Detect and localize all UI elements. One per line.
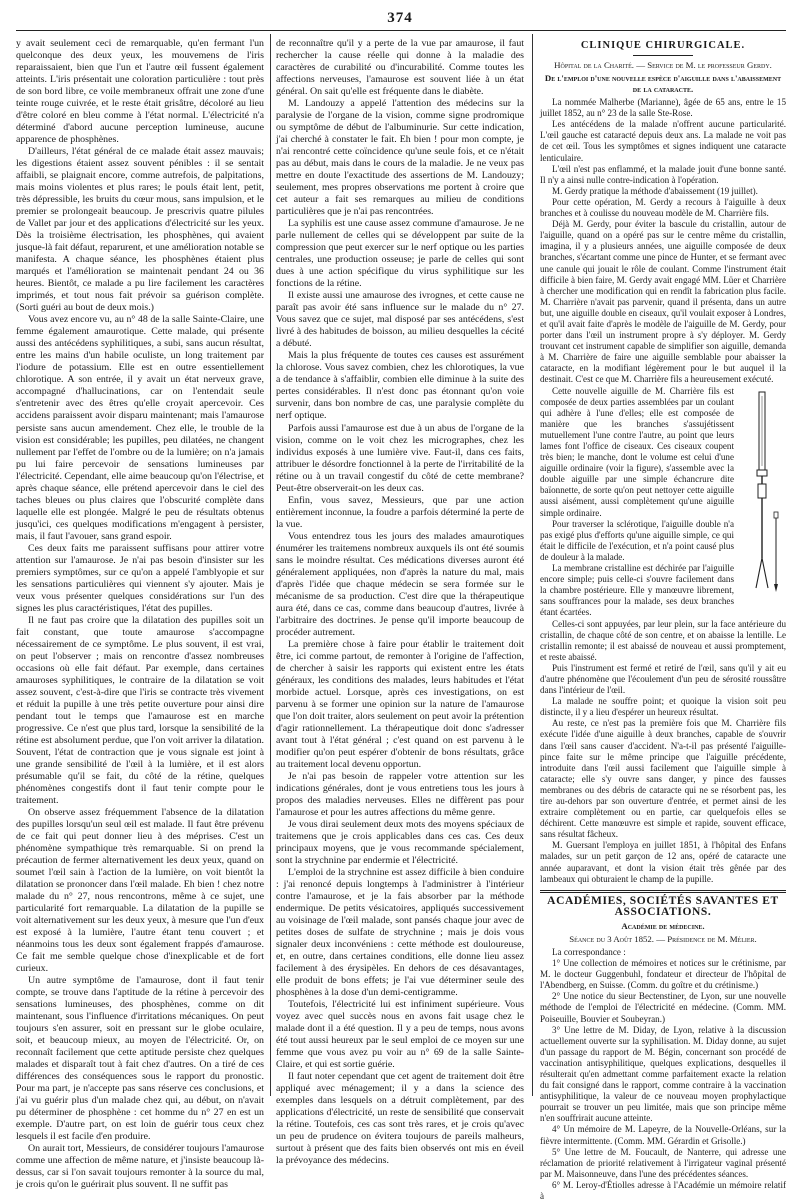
article-title: De l'emploi d'une nouvelle espèce d'aiguille dans l'abaissement de la cataracte. bbox=[544, 73, 782, 95]
col2-paragraph: Je n'ai pas besoin de rappeler votre attention sur les indications générales, dont je vous entretiens tous les jours à propos des maladies nerveuses. Elles ne diffèrent pas pour l'amaurose et pour les autres affections du même genre. bbox=[276, 770, 524, 818]
col3-paragraph: Déjà M. Gerdy, pour éviter la bascule du cristallin, autour de l'aiguille, quand on a opéré pas sur le centre même du cristallin, imagina, il y a plusieurs années, une aiguille composée de deux branches, s'écartant comme une pince de Hunter, et se fermant avec une canule qui jouait le rôle de coulant. Comme l'instrument était difficile à bien faire, M. Gerdy avait engagé MM. Lüer et Charrière à chercher une modification qui en rendît la fabrication plus facile. M. Charrière n'avait pas parvenir, quand il présenta, dans un autre but, une aiguille double en ciseaux, qu'il voulait exposer à Londres, et qu'il avait faite d'après le modèle de l'aiguille de M. Gerdy, pour porter dans l'œil un instrument propre à s'y déployer. M. Gerdy trouvant cet instrument capable de simplifier son aiguille, demanda à M. Charrière de faire une aiguille semblable pour abaisser la cataracte, en la modifiant légèrement pour le but auquel il la destinait. C'est ce que M. Charrière fils a heureusement exécuté. bbox=[540, 219, 786, 385]
col3-paragraph: Pour traverser la sclérotique, l'aiguille double n'a pas exigé plus d'efforts qu'une aiguille simple, ce qui était le difficile de l'exécution, et n'a point causé plus de douleur à la malade. bbox=[540, 518, 734, 562]
section-title-clinique: CLINIQUE CHIRURGICALE. bbox=[580, 40, 746, 51]
col2-paragraph: L'emploi de la strychnine est assez difficile à bien conduire : j'ai renoncé depuis longtemps à l'administrer à l'intérieur contre l'amaurose, et je la fais absorber par la méthode endermique. De petits vésicatoires, appliqués successivement au voisinage de l'œil malade, sont pansés chaque jour avec de petites doses de sulfate de strychnine ; mais je dois vous signaler deux inconvéniens : cette méthode est douloureuse, et, en outre, dans certaines conditions, elle donne lieu assez facilement à des érysipèles. En dehors de ces désavantages, elle produit de bons effets; je l'ai vue déterminer seule des phosphènes à la dose d'un demi-centigramme. bbox=[276, 867, 524, 999]
col3-paragraph: Celles-ci sont appuyées, par leur plein, sur la face antérieure du cristallin, de chaque côté de son centre, et on abaisse la lentille. Le cristallin remonte; il est abaissé de nouveau et aussi promptement, et reste abaissé. bbox=[540, 618, 786, 662]
col3-paragraph: La nommée Malherbe (Marianne), âgée de 65 ans, entre le 15 juillet 1852, au n° 23 de la salle Ste-Rose. bbox=[540, 97, 786, 119]
academy-title: Académie de médecine. bbox=[621, 920, 705, 931]
col2-paragraph: La première chose à faire pour établir le traitement doit être, ici comme partout, de remonter à l'origine de l'affection, de chercher à saisir les rapports qui existent entre les états généraux, les conditions des malades, leurs habitudes et l'état morbide actuel. Lorsque, après ces investigations, on est parvenu à se former une opinion sur la nature de l'amaurose que l'on doit traiter, alors seulement on peut avoir la prétention d'agir rationnellement. La thérapeutique doit donc s'adresser avant tout à l'état général ; c'est quand on est parvenu à le modifier qu'on peut espérer d'obtenir de bons résultats, grâce au traitement local devenu opportun. bbox=[276, 638, 524, 770]
col2-paragraph: Enfin, vous savez, Messieurs, que par une action entièrement inconnue, la foudre a parfois déterminé la perte de la vue. bbox=[276, 494, 524, 530]
col2-paragraph: M. Landouzy a appelé l'attention des médecins sur la paralysie de l'organe de la vision, comme signe prodromique ou symptôme de début de l'albuminurie. Sur cette indication, j'ai cherché à constater le fait. Eh bien ! pour mon compte, je n'ai rencontré cette coïncidence qu'une seule fois, et ce n'était pas au début, mais dans le cours de la maladie. Je ne veux pas mettre en doute l'exactitude des assertions de M. Landouzy; seulement, mes propres observations me portent à croire que cet auteur a fait ses remarques au milieu de conditions particulières que je n'ai pas rencontrées. bbox=[276, 98, 524, 218]
col3-paragraph: 6° M. Leroy-d'Étiolles adresse à l'Académie un mémoire relatif à bbox=[540, 1179, 786, 1201]
hospital-line: Hôpital de la Charité. — Service de M. le professeur Gerdy. bbox=[554, 60, 772, 71]
col2-paragraph: La syphilis est une cause assez commune d'amaurose. Je ne parle nullement de celles qui se développent par suite de la compression que peut exercer sur le nerf optique ou les parties centrales, une production osseuse; je parle de celles qui sont dues à une action spécifique du virus syphilitique sur les fonctions de la rétine. bbox=[276, 218, 524, 290]
col3-paragraph: 1° Une collection de mémoires et notices sur le crétinisme, par M. le docteur Guggenbuhl, fondateur et directeur de l'hôpital de l'Abendberg, en Suisse. (Comm. du goître et du crétinisme.) bbox=[540, 958, 786, 991]
column-divider-1 bbox=[270, 34, 271, 1096]
col3-paragraph: Au reste, ce n'est pas la première fois que M. Charrière fils exécute l'idée d'une aiguille à deux branches, capable de s'ouvrir dans l'œil sans causer d'accident. N'a-t-il pas présenté l'aiguille-pince faite sur le même principe que l'aiguille précédente, introduite dans l'œil aussi facilement que l'aiguille simple à cataracte; elle s'y ouvre sans danger, y pince des fausses membranes ou des débris de cataracte qui ne se résorbent pas, les tire au-dehors par son ouverture d'entrée, et permet ainsi de les extraire complètement ou en partie, car quelquefois elles se déchirent. Cette manœuvre est simple et rapide, souvent efficace, sans résultat fâcheux. bbox=[540, 718, 786, 840]
column-3 bbox=[540, 38, 786, 1201]
col3-paragraph: M. Guersant l'employa en juillet 1851, à l'hôpital des Enfans malades, sur un petit garçon de 12 ans, opéré de cataracte une année auparavant, et dont la vision était très gênée par des lambeaux qui obturaient le champ de la pupille. bbox=[540, 840, 786, 884]
col2-paragraph: Vous entendrez tous les jours des malades amaurotiques énumérer les traitemens nombreux auxquels ils ont été soumis sans le moindre résultat. Ces médications diverses auront été généralement appliquées, non d'après la nature du mal, mais d'après l'idée que chaque médecin se sera formée sur le mécanisme de sa production. C'est dire que la thérapeutique aura été, dans ce cas, comme dans beaucoup d'autres, livrée à l'arbitraire des doctrines. Je pense qu'il importe beaucoup de procéder autrement. bbox=[276, 530, 524, 638]
col3-paragraph: 4° Un mémoire de M. Lapeyre, de la Nouvelle-Orléans, sur la fièvre intermittente. (Comm. MM. Gérardin et Grisolle.) bbox=[540, 1124, 786, 1146]
double-rule bbox=[540, 890, 786, 893]
col2-paragraph: Mais la plus fréquente de toutes ces causes est assurément la chlorose. Vous savez combien, chez les chlorotiques, la vue a de tendance à s'affaiblir, combien elle diminue à la suite des pertes considérables. Il n'est donc pas étonnant qu'on voie survenir, dans bon nombre de cas, une paralysie complète du nerf optique. bbox=[276, 350, 524, 422]
col3-paragraph: La membrane cristalline est déchirée par l'aiguille encore simple; puis celle-ci s'ouvre facilement dans la chambre postérieure. Elle y manœuvre librement, sans souffrances pour la malade, ses deux branches étant écartées. bbox=[540, 563, 734, 618]
col3-paragraph: Pour cette opération, M. Gerdy a recours à l'aiguille à deux branches et à coulisse du nouveau modèle de M. Charrière fils. bbox=[540, 196, 786, 219]
col3-paragraph: Puis l'instrument est fermé et retiré de l'œil, sans qu'il y ait eu d'autre phénomène que l'écoulement d'un peu de sérosité roussâtre dans l'intérieur de l'œil. bbox=[540, 662, 786, 696]
page-number: 374 bbox=[387, 10, 413, 26]
col3-paragraph: L'œil n'est pas enflammé, et la malade jouit d'une bonne santé. Il n'y a ainsi nulle contre-indication à l'opération. bbox=[540, 163, 786, 185]
col2-paragraph: Toutefois, l'électricité lui est infiniment supérieure. Vous voyez avec quel succès nous en avons fait usage chez le malade dont il a été question. Il y a peu de temps, nous avons été tout aussi heureux par le seul emploi de ce moyen sur une femme que vous avez pu voir au n° 69 de la salle Sainte-Claire, et qui est sortie guérie. bbox=[276, 999, 524, 1071]
short-rule bbox=[633, 55, 693, 56]
col3-paragraph: Cette nouvelle aiguille de M. Charrière fils est composée de deux parties assemblées par un coulant qui adhère à l'une d'elles; elle est composée de manière que les branches s'assujétissent mutuellement l'une contre l'autre, au point que leurs lames font l'office de ciseaux. Ces ciseaux coupent très bien; le manche, dont le volume est celui d'une aiguille ordinaire (voir la figure), s'assemble avec la double aiguille par une simple échancrure dite baïonnette, de sorte qu'on peut nettoyer cette aiguille aussi aisément, aussi complètement qu'une aiguille simple ordinaire. bbox=[540, 385, 734, 518]
column-divider-2 bbox=[532, 34, 533, 1096]
needle-figure bbox=[740, 388, 784, 598]
col1-paragraph: Ces deux faits me paraissent suffisans pour attirer votre attention sur l'amaurose. Je n'ai pas besoin d'insister sur les premiers symptômes, sur ce qu'on a appelé l'amblyopie et sur les sensations particulières qui viennent s'y ajouter. Mais je veux vous présenter quelques considérations sur l'un des signes les plus caractéristiques, l'état des pupilles. bbox=[16, 542, 264, 614]
col3-paragraph: M. Gerdy pratique la méthode d'abaissement (19 juillet). bbox=[552, 185, 758, 196]
column-1 bbox=[16, 38, 264, 1191]
col2-paragraph: Il existe aussi une amaurose des ivrognes, et cette cause ne paraît pas avoir été sans influence sur le malade du n° 27. Vous savez que ce sujet, mal disposé par ses antécédens, s'est livré à des habitudes de boisson, au milieu desquelles la cécité a débuté. bbox=[276, 290, 524, 350]
col2-paragraph: Il faut noter cependant que cet agent de traitement doit être appliqué avec ménagement; il y a dans la science des exemples dans lesquels on a détruit complètement, par des applications d'électricité, un reste de sensibilité que conservait la rétine. Toutefois, ces cas sont très rares, et je crois qu'avec un peu de prudence on évitera toujours de pareils malheurs, surtout à présent que des faits bien observés ont mis en éveil la prévoyance des médecins. bbox=[276, 1071, 524, 1167]
col3-paragraph: 3° Une lettre de M. Diday, de Lyon, relative à la discussion actuellement ouverte sur la syphilisation. M. Diday donne, au sujet d'un passage du rapport de M. Bégin, concernant son procédé de vaccination antisyphilitique, quelques explications, desquelles il résulterait qu'en admettant comme parfaitement exacte la relation du fait consigné dans le rapport, comme contraire à la vaccination antisyphilitique, la valeur de ce nouveau moyen prophylactique pourrait se trouver un peu limitée, mais que son principe même n'en souffrirait aucune atteinte. bbox=[540, 1024, 786, 1124]
col2-paragraph: de reconnaître qu'il y a perte de la vue par amaurose, il faut rechercher la cause réelle qui donne à la maladie des caractères de curabilité ou d'incurabilité. Comme toutes les affections nerveuses, l'amaurose est souvent liée à un état général. On sait qu'elle est fréquente dans le diabète. bbox=[276, 38, 524, 98]
column-2 bbox=[276, 38, 524, 1167]
col3-paragraph: La malade ne souffre point; et quoique la vision soit peu distincte, il y a lieu d'espérer un heureux résultat. bbox=[540, 696, 786, 718]
col3-paragraph: 5° Une lettre de M. Foucault, de Nanterre, qui adresse une réclamation de priorité relativement à l'irrigateur vaginal présenté par M. Maisonneuve, dans l'une des précédentes séances. bbox=[540, 1146, 786, 1179]
col1-paragraph: y avait seulement ceci de remarquable, qu'en fermant l'un quelconque des deux yeux, les mouvemens de l'iris reparaissaient, bien que l'un et l'autre œil fussent également atteints. L'iris présentait une coloration particulière : tout près de son bord libre, ce voile membraneux offrait une zone d'une teinte rouge cuivrée, et le reste était grisâtre, décoloré au lieu d'être coloré en bleu comme à l'état normal. L'électricité n'a déterminé d'abord aucune perception lumineuse, aucune apparence de phosphènes. bbox=[16, 38, 264, 146]
header-rule bbox=[16, 30, 786, 31]
col3-paragraph: La correspondance : bbox=[552, 946, 626, 957]
col1-paragraph: D'ailleurs, l'état général de ce malade était assez mauvais; les digestions étaient assez souvent pénibles : il se sentait affaibli, se plaignait encore, comme autrefois, de palpitations, mais moins violentes et plus rares; le pouls était lent, petit, très dépressible, les bruits du cœur mous, sans impulsion, et le premier se prolongeait beaucoup. Je prescrivis quatre pilules de Vallet par jour et des applications d'électricité sur les yeux. Dès la troisième électrisation, les phosphènes, qui avaient jusque-là fait défaut, reparurent, et une amélioration notable se manifesta. A chaque séance, les phosphènes étaient plus marqués et l'amélioration se maintenait pendant 24 ou 36 heures. Bientôt, ce malade a pu lire facilement les caractères imprimés, et tout nous fait prévoir sa guérison complète. (Sorti guéri au bout de deux mois.) bbox=[16, 146, 264, 314]
col1-paragraph: Il ne faut pas croire que la dilatation des pupilles soit un fait constant, que toute amaurose s'accompagne nécessairement de ce symptôme. Le plus souvent, il est vrai, on peut l'observer ; mais on rencontre d'assez nombreuses occasions où elle fait défaut. Par exemple, dans certaines amauroses syphilitiques, le contraire de la dilatation se voit assez souvent, c'est-à-dire que l'iris se contracte très vivement et réduit la pupille à une très petite ouverture pour ainsi dire pendant tout le temps que l'amaurose est en marche progressive. Ce n'est que plus tard, lorsque la sensibilité de la rétine est absolument perdue, que l'on voit arriver la dilatation. Souvent, l'état de contraction que je vous signale est joint à une grande sensibilité de l'œil à la lumière, et il est alors présumable qu'il se fait, du côté de la rétine, quelques phénomènes congestifs dont il faut tenir compte pour le traitement. bbox=[16, 614, 264, 806]
col3-paragraph: Les antécédens de la malade n'offrent aucune particularité. L'œil gauche est cataracté depuis deux ans. La malade ne voit pas de cet œil. Tous les symptômes et signes indiquent une cataracte lenticulaire. bbox=[540, 119, 786, 163]
col3-paragraph: 2° Une notice du sieur Bectenstiner, de Lyon, sur une nouvelle méthode de l'emploi de l'électricité en médecine. (Comm. MM. Poiseuille, Bouvier et Soubeyran.) bbox=[540, 991, 786, 1024]
col2-paragraph: Parfois aussi l'amaurose est due à un abus de l'organe de la vision, comme on le voit chez les micrographes, chez les individus exposés à une lumière vive. Faut-il, dans ces faits, attribuer le désordre fonctionnel à la perte de l'irritabilité de la rétine ou à un travail congestif du côté de cette membrane? Peut-être observerait-on les deux cas. bbox=[276, 422, 524, 494]
cataract-needle-illustration bbox=[740, 388, 784, 598]
col1-paragraph: Vous avez encore vu, au n° 48 de la salle Sainte-Claire, une femme également amaurotique. Cette malade, qui présente aussi des antécédens syphilitiques, a subi, sans aucun résultat, entre les mains d'un habile oculiste, un long traitement par l'iodure de potassium. Elle est en outre essentiellement chlorotique. A son entrée, il y avait un état nerveux grave, accompagné d'hallucinations, car on l'entendait seule s'entretenir avec des êtres qu'elle croyait apercevoir. Ces accidens paraissent avoir disparu maintenant; mais l'amaurose persiste sans aucun amendement. Chez elle, le trouble de la vision est considérable; les pupilles, peu dilatées, ne changent nullement par l'effet de l'ombre ou de la lumière; on n'a jamais pu lui faire percevoir de sensations lumineuses par l'électricité. Cependant, elle aime beaucoup qu'on l'électrise, et après chaque séance, elle prétend apercevoir dans le ciel des taches bleues ou plus claires que l'obscurité complète dans laquelle elle est plongée. Malgré le peu de résultats obtenus jusqu'ici, ces quelques modifications m'engagent à persister, mais, il faut l'avouer, sans grand espoir. bbox=[16, 314, 264, 542]
col1-paragraph: On aurait tort, Messieurs, de considérer toujours l'amaurose comme une affection de même nature, et j'insiste beaucoup là-dessus, car si l'on savait toujours remonter à la source du mal, je crois qu'on le guérirait plus souvent. Il ne suffit pas bbox=[16, 1143, 264, 1191]
col1-paragraph: Un autre symptôme de l'amaurose, dont il faut tenir compte, se trouve dans l'aptitude de la rétine à percevoir des sensations lumineuses, des phosphènes, comme on dit maintenant, sous l'influence d'irritations mécaniques. On peut toujours s'en assurer, soit en pressant sur le globe oculaire, soit, et beaucoup mieux, au moyen de l'électricité. Or, on reconnaît facilement que cette aptitude persiste chez quelques malades et disparaît tout à fait chez d'autres. On a tiré de ces différences des conséquences sous le rapport du pronostic. Pour ma part, je n'accepte pas sans réserve ces conclusions, et j'ai vu guérir plus d'un malade chez qui, au début, on n'avait pu déterminer de phosphène : cet homme du n° 27 en est un exemple. D'autre part, on est loin de guérir tous ceux chez lesquels il est facile d'en produire. bbox=[16, 975, 264, 1143]
col1-paragraph: On observe assez fréquemment l'absence de la dilatation des pupilles lorsqu'un seul œil est malade. Il faut être prévenu de ce fait qui peut donner lieu à des méprises. C'est un phénomène sympathique très remarquable. Si on prend la précaution de fermer alternativement les deux yeux, quand on soumet l'œil sain à l'action de la lumière, on voit bientôt la dilatation se prononcer dans l'œil malade. Eh bien ! chez notre malade du n° 27, nous rencontrons, même à ce sujet, une particularité fort remarquable. La dilatation de la pupille se voit alternativement sur les deux yeux, à mesure que l'un d'eux est exposé à la lumière, l'autre étant tenu couvert ; et néanmoins tous les deux sont également frappés d'amaurose. Ce fait me semble quelque chose d'inexplicable et de fort curieux. bbox=[16, 807, 264, 975]
seance-line: Séance du 3 Août 1852. — Présidence de M. Mélier. bbox=[569, 933, 757, 944]
col2-paragraph: Je vous dirai seulement deux mots des moyens spéciaux de traitemens que je crois applicables dans ces cas. Ces deux principaux moyens, que je vous recommande spécialement, sont la strychnine par endermie et l'électricité. bbox=[276, 819, 524, 867]
academies-heading: ACADÉMIES, SOCIÉTÉS SAVANTES ET ASSOCIATIONS. bbox=[547, 894, 779, 918]
